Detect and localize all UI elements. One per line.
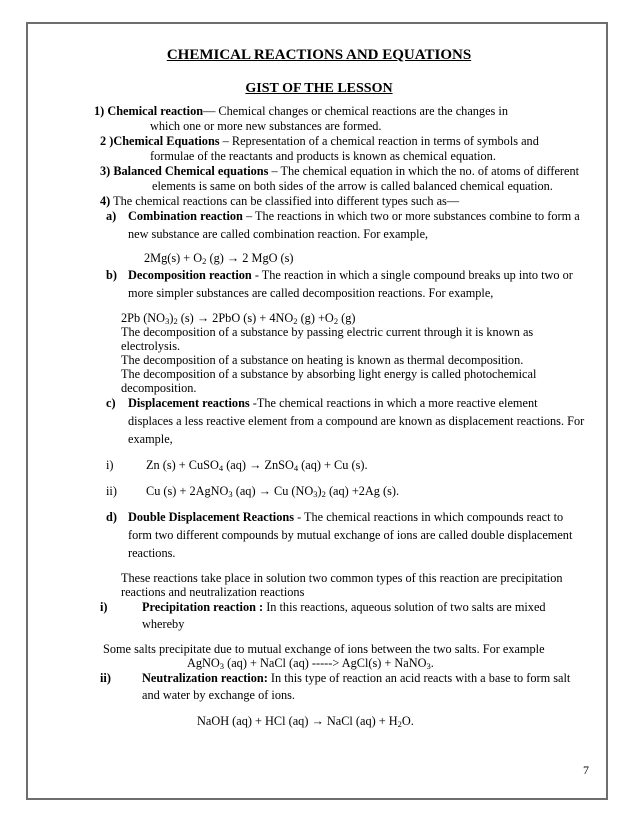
definition-chemical-reaction: 1) Chemical reaction— Chemical changes or chemical reactions are the changes in <box>94 104 508 118</box>
section-label: Precipitation reaction : <box>142 600 264 614</box>
section-label: Combination reaction <box>128 209 243 223</box>
definition-balanced-equations: 3) Balanced Chemical equations – The chemical equation in which the no. of atoms of different <box>100 164 580 178</box>
displacement-reaction: Displacement reactions -The chemical reactions in which a more reactive element <box>128 396 538 410</box>
decomposition-paragraph: electrolysis. <box>121 339 181 353</box>
section-label: Displacement reactions <box>128 396 250 410</box>
double-displacement-text: form two different compounds by mutual exchange of ions are called double displacement <box>128 528 573 542</box>
arrow-icon: → <box>249 458 262 472</box>
displacement-equation: Zn (s) + CuSO$_4$ (aq) → ZnSO$_4$ (aq) + Cu (s). <box>146 458 368 473</box>
section-label: Neutralization reaction: <box>142 671 268 685</box>
combination-equation: $2Mg(s) + O_2$ (g) → 2 MgO (s) <box>144 251 294 266</box>
neutralization-marker: ii) <box>100 671 111 685</box>
decomposition-paragraph: The decomposition of a substance on heating is known as thermal decomposition. <box>121 353 524 367</box>
combination-reaction: Combination reaction – The reactions in which two or more substances combine to form a <box>128 209 580 223</box>
example-marker: i) <box>106 458 114 472</box>
decomposition-equation: 2Pb $(NO_3)_2$ (s) → 2PbO $(s) + 4NO_2$ $(g) +O_2$ (g) <box>121 311 356 326</box>
arrow-icon: → <box>258 484 271 498</box>
decomposition-paragraph: The decomposition of a substance by passing electric current through it is known as <box>121 325 534 339</box>
combination-text: new substance are called combination reaction. For example, <box>128 227 429 241</box>
decomposition-reaction-heading: b) <box>106 268 117 282</box>
precipitation-equation: AgNO$_3$ (aq) + NaCl (aq) -----> AgCl(s) + NaNO$_3$. <box>187 656 434 671</box>
definition-text: formulae of the reactants and products is known as chemical equation. <box>150 149 496 163</box>
precipitation-marker: i) <box>100 600 108 614</box>
definition-text: which one or more new substances are formed. <box>150 119 382 133</box>
decomposition-reaction: Decomposition reaction - The reaction in which a single compound breaks up into two or <box>128 268 573 282</box>
example-marker: ii) <box>106 484 117 498</box>
precipitation-text: whereby <box>142 617 185 631</box>
displacement-reaction-heading: c) <box>106 396 116 410</box>
arrow-icon: → <box>311 714 324 728</box>
arrow-icon: → <box>226 251 240 265</box>
decomposition-paragraph: The decomposition of a substance by absorbing light energy is called photochemical <box>121 367 537 381</box>
decomposition-paragraph: decomposition. <box>121 381 197 395</box>
neutralization-equation: NaOH (aq) + HCl (aq) → NaCl $(aq) + H_2O$. <box>197 714 414 729</box>
definition-chemical-equations: 2 )Chemical Equations – Representation of a chemical reaction in terms of symbols and <box>100 134 539 148</box>
double-displacement-paragraph: These reactions take place in solution two common types of this reaction are precipitation <box>121 571 563 585</box>
definition-label: 1) Chemical reaction <box>94 104 204 118</box>
double-displacement-paragraph: reactions and neutralization reactions <box>121 585 305 599</box>
displacement-text: example, <box>128 432 173 446</box>
double-displacement-text: reactions. <box>128 546 176 560</box>
precipitation-paragraph: Some salts precipitate due to mutual exchange of ions between the two salts. For example <box>103 642 545 656</box>
combination-reaction-heading: a) <box>106 209 117 223</box>
displacement-text: displaces a less reactive element from a compound are known as displacement reactions. For <box>128 414 585 428</box>
section-label: Double Displacement Reactions <box>128 510 294 524</box>
classification-intro: 4) The chemical reactions can be classified into different types such as— <box>100 194 460 208</box>
definition-label: 2 )Chemical Equations <box>100 134 220 148</box>
displacement-equation: Cu (s) + 2AgNO$_3$ (aq) → Cu $(NO_3)_2$ (aq) +2Ag (s). <box>146 484 400 499</box>
neutralization-reaction: Neutralization reaction: In this type of reaction an acid reacts with a base to form salt <box>142 671 571 685</box>
definition-label: 3) Balanced Chemical equations <box>100 164 269 178</box>
double-displacement-heading: d) <box>106 510 117 524</box>
definition-text: elements is same on both sides of the arrow is called balanced chemical equation. <box>152 179 553 193</box>
precipitation-reaction: Precipitation reaction : In this reactions, aqueous solution of two salts are mixed <box>142 600 546 614</box>
page-subtitle: GIST OF THE LESSON <box>245 81 393 96</box>
page-number: 7 <box>583 763 589 777</box>
neutralization-text: and water by exchange of ions. <box>142 688 295 702</box>
decomposition-text: more simpler substances are called decomposition reactions. For example, <box>128 286 494 300</box>
page-title: CHEMICAL REACTIONS AND EQUATIONS <box>166 47 472 63</box>
section-label: Decomposition reaction <box>128 268 252 282</box>
arrow-icon: → <box>196 311 210 325</box>
double-displacement-reaction: Double Displacement Reactions - The chemical reactions in which compounds react to <box>128 510 564 524</box>
